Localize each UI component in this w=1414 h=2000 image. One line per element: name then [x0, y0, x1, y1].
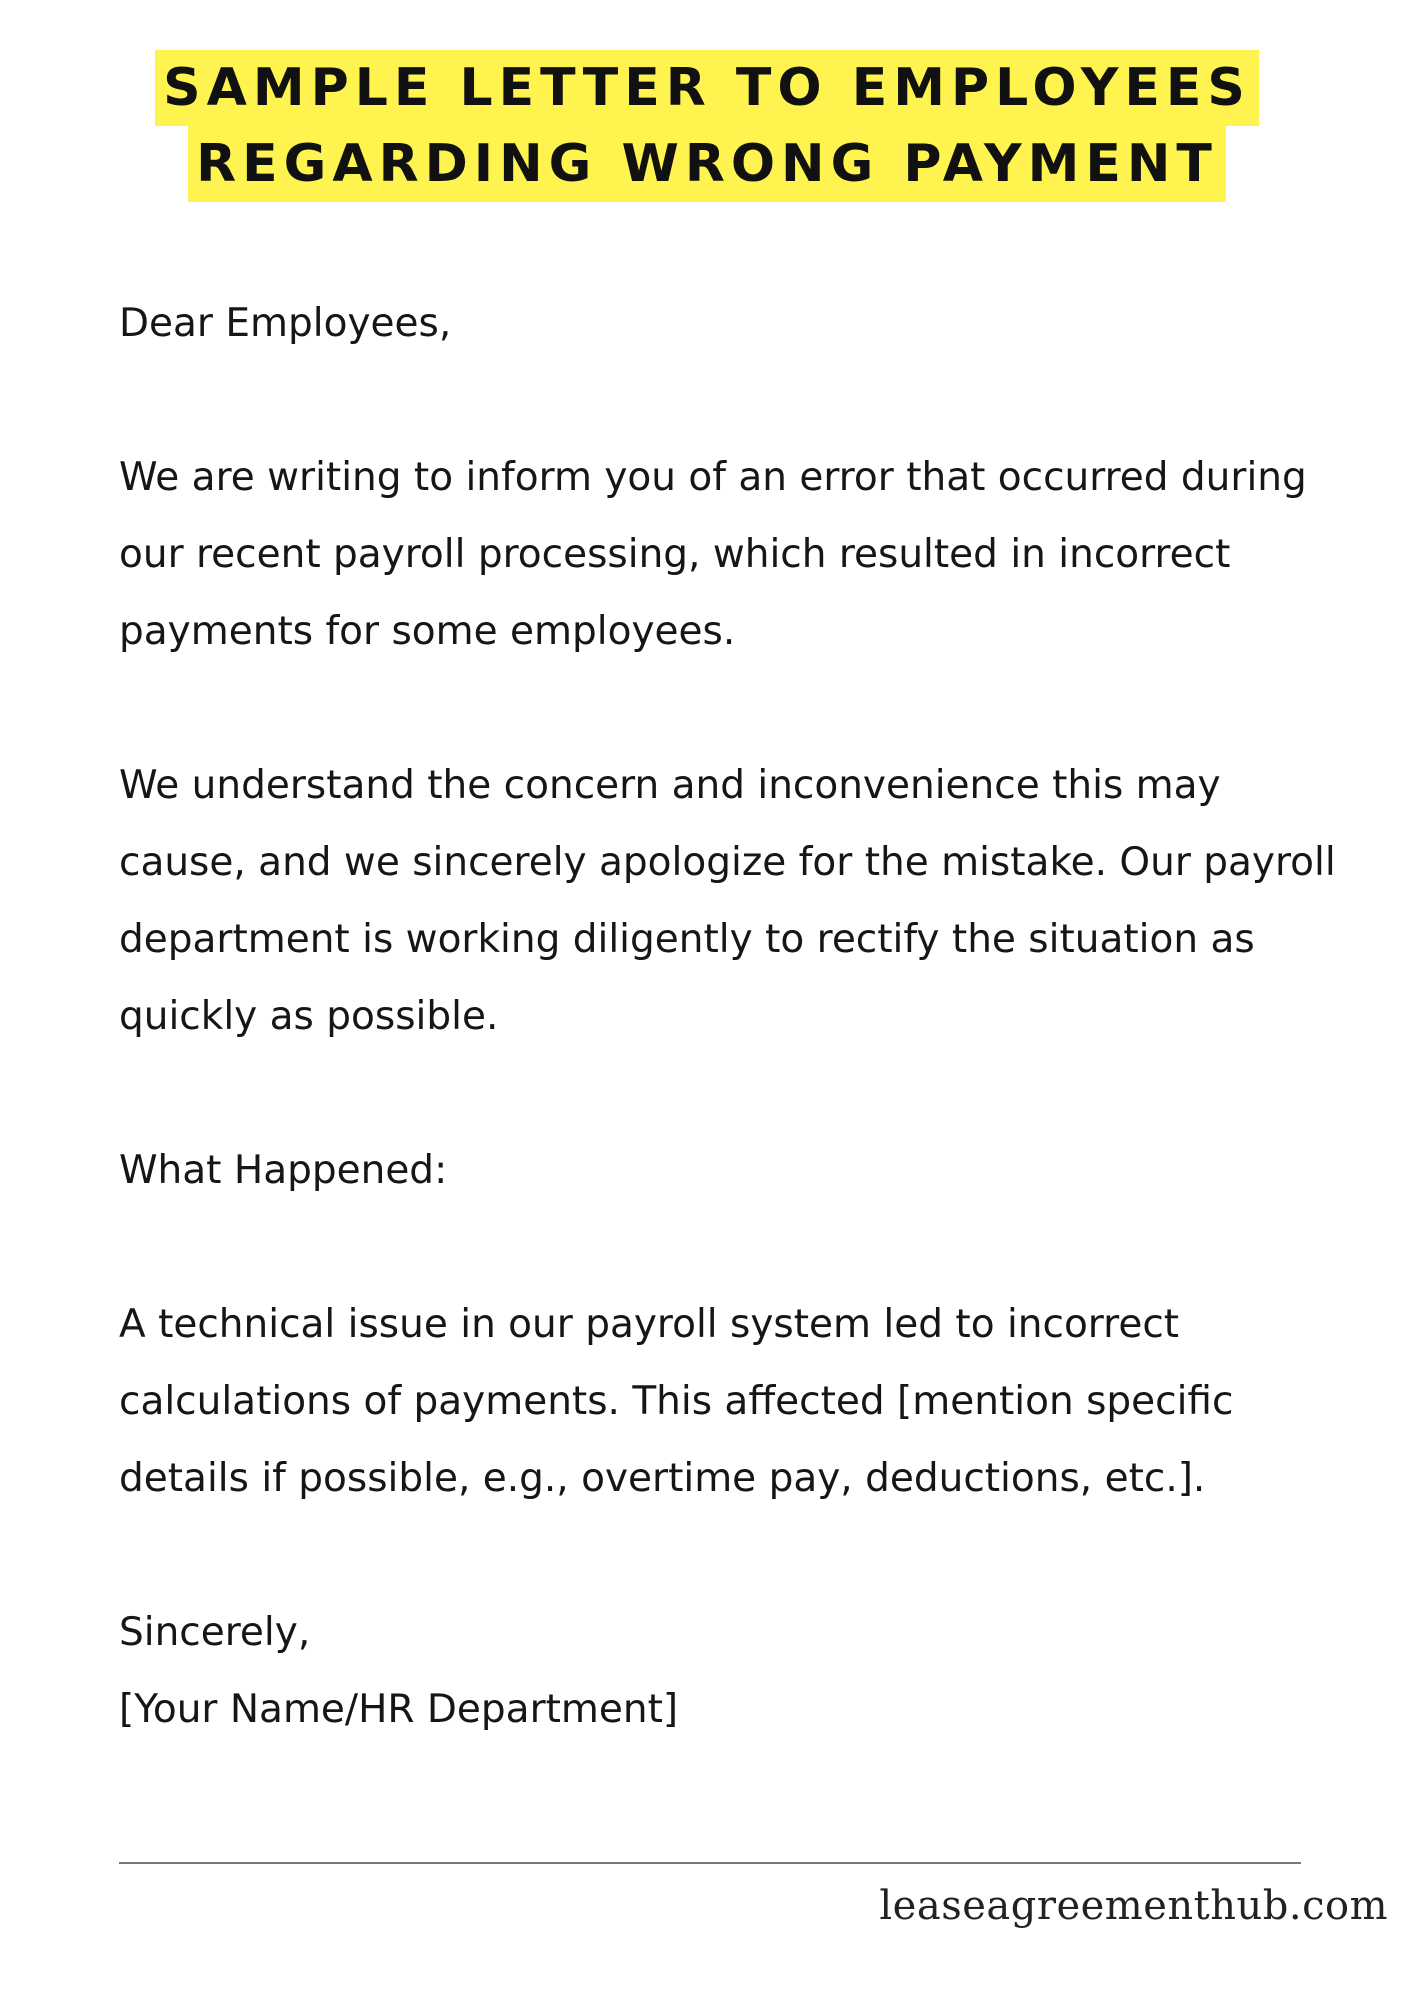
section-heading: What Happened:: [119, 1148, 448, 1193]
footer-divider: [119, 1862, 1301, 1864]
paragraph-apology: We understand the concern and inconvenience this may cause, and we sincerely apologize for the mistake. Our payroll department is working diligently to rectify the situation as quickly as possible.: [119, 763, 1336, 1039]
paragraph-details: A technical issue in our payroll system led to incorrect calculations of payments. This affected [mention specific details if possible, e.g., overtime pay, deductions, etc.].: [119, 1302, 1234, 1501]
paragraph-intro: We are writing to inform you of an error that occurred during our recent payroll processing, which resulted in incorrect payments for some employees.: [119, 455, 1307, 654]
salutation: Dear Employees,: [119, 301, 452, 346]
signature: [Your Name/HR Department]: [119, 1687, 679, 1732]
page-title: [0, 50, 1414, 202]
title-line-1: SAMPLE LETTER TO EMPLOYEES: [155, 50, 1259, 126]
letter-body: [119, 285, 1349, 1748]
footer-website: leaseagreementhub.com: [879, 1883, 1388, 1929]
closing: Sincerely,: [119, 1610, 311, 1655]
title-line-2: REGARDING WRONG PAYMENT: [188, 126, 1226, 202]
